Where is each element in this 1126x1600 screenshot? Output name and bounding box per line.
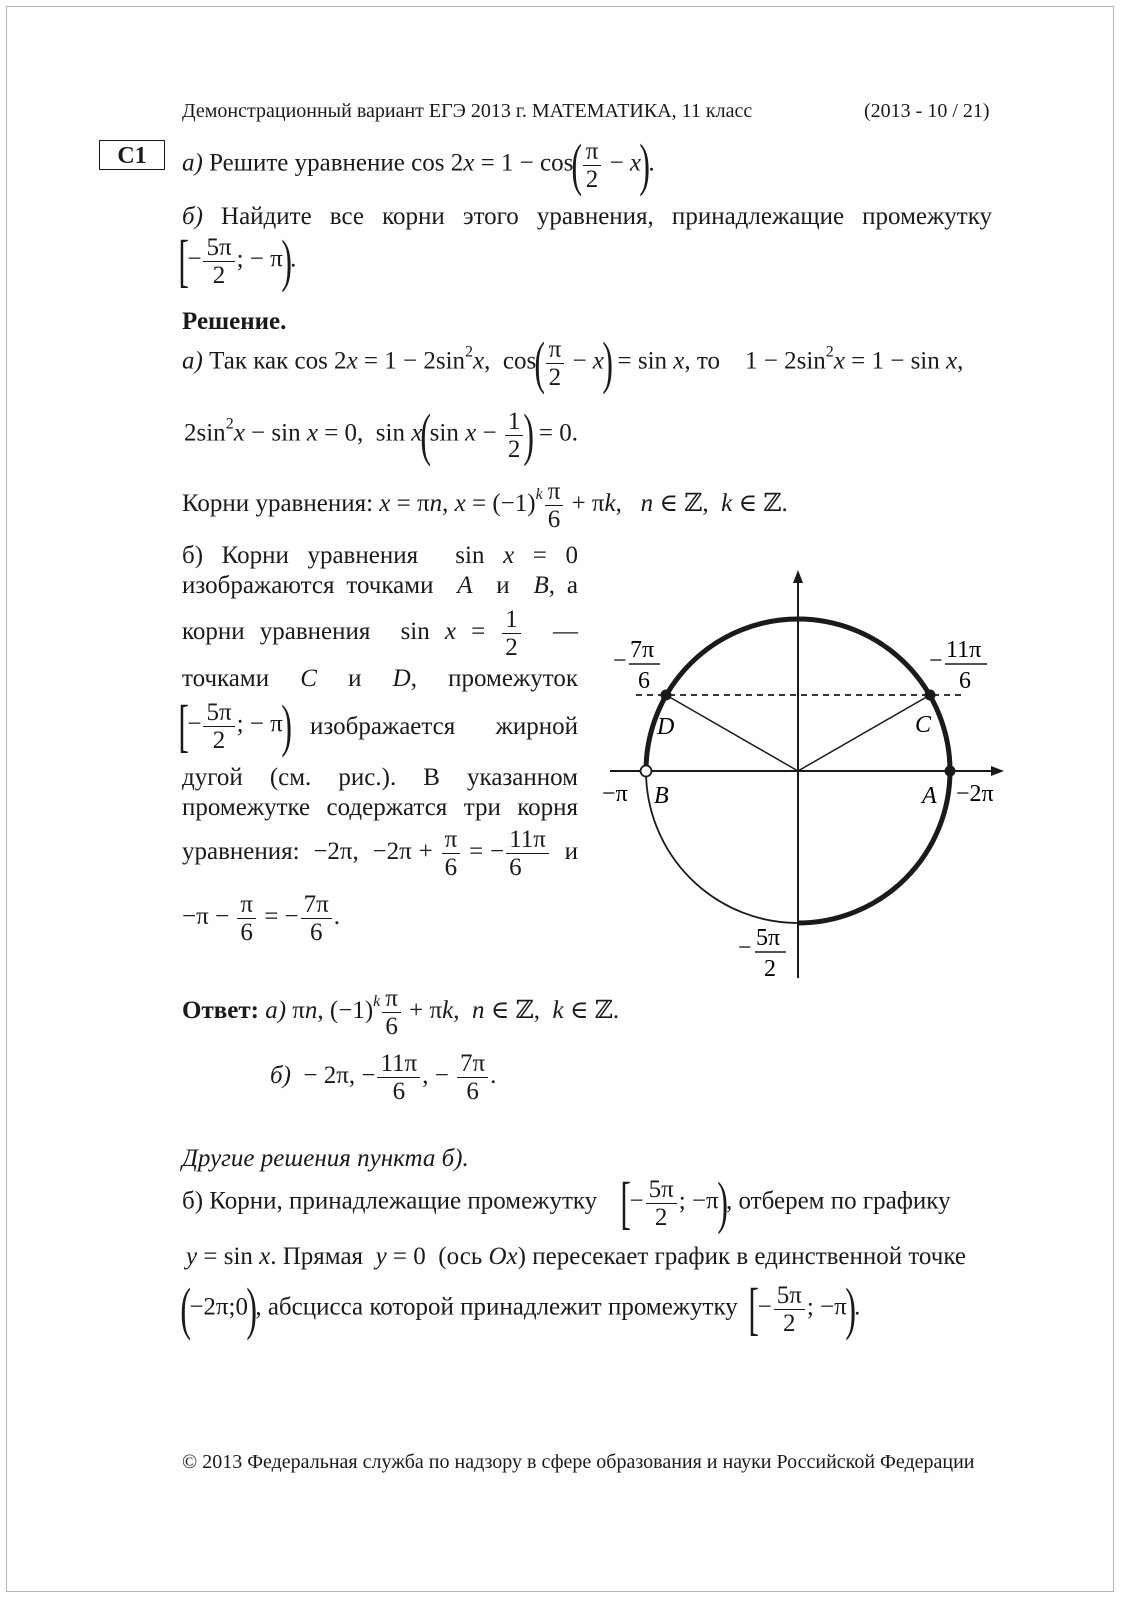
b-line-text: точками	[182, 665, 270, 692]
other-line1-a: б) Корни, принадлежащие промежутку	[182, 1187, 598, 1215]
label-11pi-den: 6	[959, 668, 971, 694]
solution-heading: Решение.	[182, 308, 287, 335]
solution-b-line2: изображаются точками A и B, а	[182, 572, 578, 599]
point-D-dot	[661, 690, 672, 701]
label-B: B	[654, 783, 669, 809]
solution-b-line7: промежутке содержатся три корня	[182, 794, 578, 821]
point-B-dot	[641, 766, 652, 777]
solution-a-then: то	[696, 347, 720, 375]
other-line1-b: , отберем по графику	[725, 1187, 951, 1215]
solution-roots: Корни уравнения: x = πn, $x = (-1)^k$ $\frac{\pi}{6}$ + πk, n ∈ ℤ, k ∈ ℤ.	[182, 478, 788, 533]
solution-b-line9: −π − $\frac{\pi}{6}$ = − $\frac{7\pi}{6}$ .	[182, 891, 341, 946]
label-minus-pi: −π	[602, 781, 628, 807]
label-D: D	[657, 714, 675, 740]
other-line2: y = sin x. Прямая y = 0 (ось Ox) пересекает график в единственной точке	[186, 1243, 966, 1270]
part-b-text: Найдите все корни этого уравнения, принадлежащие промежутку	[221, 203, 992, 230]
solution-b-line8: уравнения: −2π, −2π + $\frac{\pi}{6}$ = − $\frac{11\pi}{6}$ и	[182, 826, 578, 881]
footer-copyright: © 2013 Федеральная служба по надзору в сфере образования и науки Российской Федерации	[182, 1451, 975, 1473]
b-line-text: изображается жирной	[310, 713, 578, 740]
solution-b-line6: дугой (см. рис.). В указанном	[182, 764, 578, 791]
label-7pi-sign: −	[613, 648, 627, 674]
answer-line-b: б) − 2π, − $\frac{11\pi}{6}$ , − $\frac{7\pi}{6}$ .	[270, 1050, 497, 1105]
task-interval: [− $\frac{5\pi}{2}$ ; − π).	[178, 228, 297, 293]
label-11pi-sign: −	[929, 648, 943, 674]
task-part-a: а) Решите уравнение cos 2x = 1 − cos( $\frac{\pi}{2}$ − x).	[182, 132, 655, 197]
solution-b-line3: корни уравнения sin x = $\frac{1}{2}$ —	[182, 606, 578, 661]
b-line-text: корни уравнения	[182, 618, 371, 646]
other-line2-b: (ось	[438, 1243, 483, 1270]
radius-to-D	[666, 695, 798, 771]
b-line-text: изображаются точками	[182, 572, 434, 599]
answer-a-marker: а)	[265, 997, 287, 1025]
other-line2-a: . Прямая	[270, 1243, 364, 1270]
other-line3-text: , абсцисса которой принадлежит промежутку	[255, 1293, 738, 1321]
roots-label: Корни уравнения:	[182, 490, 374, 518]
header-page-number: (2013 - 10 / 21)	[864, 100, 990, 122]
part-a-marker: а)	[182, 149, 203, 177]
solution-a-line2: $2\sin^2x - \sin x = 0$, sin x(sin x − $\frac{1}{2}$ ) = 0.	[184, 402, 578, 467]
header-title: Демонстрационный вариант ЕГЭ 2013 г. МАТЕМАТИКА, 11 класс	[182, 100, 753, 122]
other-heading: Другие решения пункта б).	[182, 1145, 469, 1172]
y-axis-arrow	[793, 570, 803, 583]
answer-line-a: Ответ: а) πn, $(-1)^k$ $\frac{\pi}{6}$ + πk, n ∈ ℤ, k ∈ ℤ.	[182, 985, 620, 1040]
other-line3: (−2π;0), абсцисса которой принадлежит промежутку [− $\frac{5\pi}{2}$ ; −π).	[180, 1276, 861, 1341]
task-part-b	[182, 203, 992, 231]
label-C: C	[915, 712, 932, 738]
solution-b-line1: б) Корни уравнения sin x = 0	[182, 542, 578, 569]
label-5pi-sign: −	[738, 935, 752, 961]
task-label: C1	[99, 140, 165, 170]
other-line2-c: ) пересекает график в единственной точке	[517, 1243, 966, 1270]
part-b-marker: б)	[182, 203, 203, 230]
unit-circle-figure	[595, 565, 1015, 990]
label-5pi-num: 5π	[756, 925, 781, 951]
label-minus-2pi: −2π	[956, 781, 994, 807]
solution-a-line1: а) Так как $\cos 2x = 1 - 2\sin^2x$, cos( $\frac{\pi}{2}$ − x) = sin x, то $1 - 2\sin^2x = 1 - \sin x$,	[182, 330, 964, 395]
label-A: A	[922, 783, 937, 809]
label-5pi-den: 2	[764, 956, 776, 982]
b-line-text: б) Корни уравнения	[182, 542, 419, 569]
point-C-dot	[925, 690, 936, 701]
label-7pi-den: 6	[638, 668, 650, 694]
label-11pi-num: 11π	[946, 637, 982, 663]
radius-to-C	[798, 695, 930, 771]
solution-a-marker: а)	[182, 347, 203, 375]
b-line-text: уравнения:	[182, 838, 300, 866]
solution-b-line4: точками C и D, промежуток	[182, 665, 578, 692]
part-a-text: Решите уравнение	[209, 149, 405, 177]
other-line1: б) Корни, принадлежащие промежутку [− $\frac{5\pi}{2}$ ; −π), отберем по графику	[182, 1170, 951, 1235]
x-axis-arrow	[991, 766, 1004, 776]
answer-b-marker: б)	[270, 1062, 291, 1090]
answer-label: Ответ:	[182, 997, 259, 1025]
point-A-dot	[945, 766, 956, 777]
solution-b-line5: [− $\frac{5\pi}{2}$ ; − π) изображается жирной	[178, 693, 578, 758]
solution-a-intro: Так как	[209, 347, 289, 375]
label-7pi-num: 7π	[630, 637, 655, 663]
